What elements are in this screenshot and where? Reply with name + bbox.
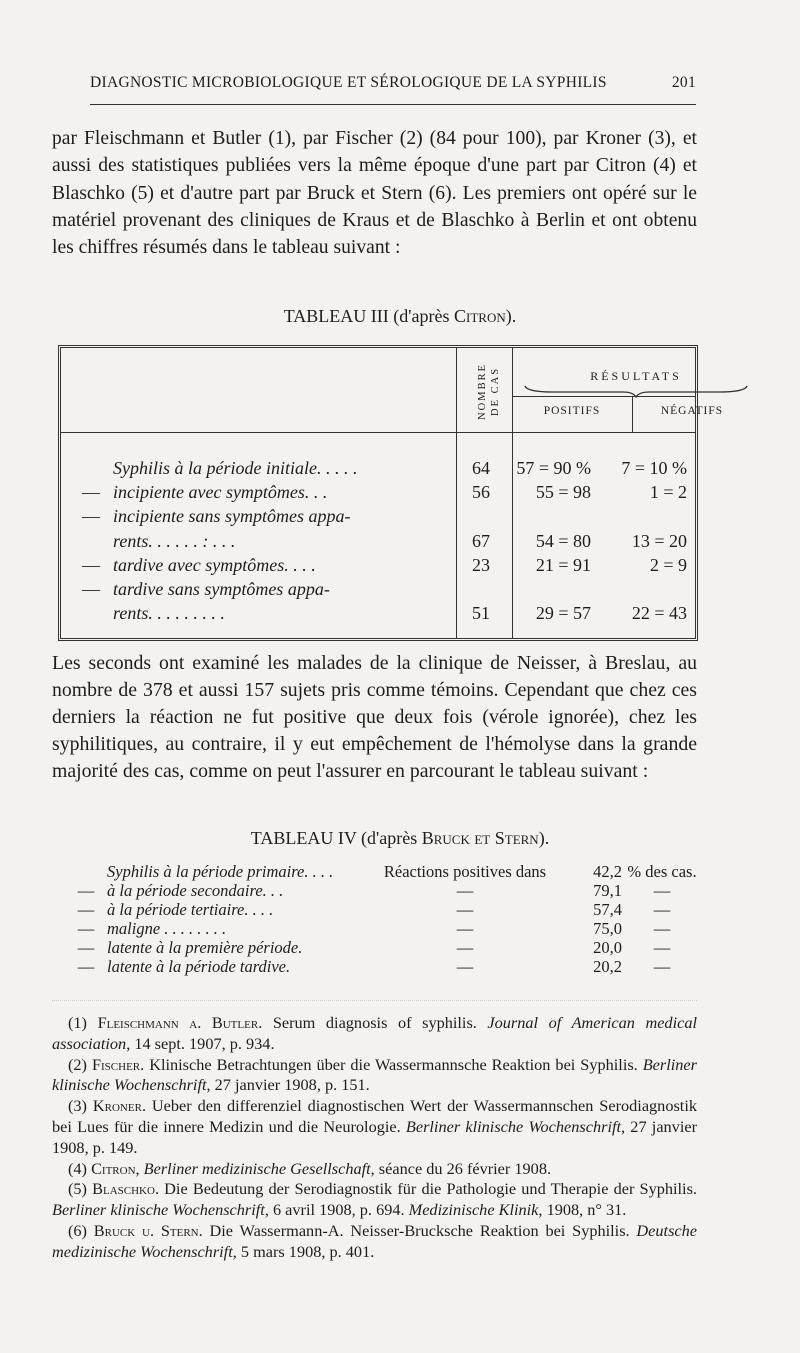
paragraph-1: par Fleischmann et Butler (1), par Fischer (2) (84 pour 100), par Kroner (3), et aussi des statistiques publiées vers la même époque d'une part par Citron (4) et Blaschko (5) et d'autre part par Bruck et Stern (6). Les premiers ont opéré sur le matériel provenant des cliniques de Kraus et de Blaschko à Berlin et ont obtenu les chiffres résumés dans le tableau suivant : [52,128,697,259]
footnote-number: (3) [68,1096,93,1116]
row-negative: 7 = 10 % [621,458,687,478]
row-value: 20,0 [593,938,622,957]
brace-icon [523,384,749,398]
paragraph-2: Les seconds ont examiné les malades de la clinique de Neisser, à Breslau, au nombre de 378 et aussi 157 sujets pris comme témoins. Cependant que chez ces derniers la réaction ne fut positive que deux fois (vérole ignorée), chez les syphilitiques, au contraire, il y eut empêchement de l'hémolyse dans la grande majorité des cas, comme on peut l'assurer en parcourant le tableau suivant : [52,652,697,782]
footnote-ref: , 1908, n° 31. [538,1200,627,1220]
footnote-ref: , 5 mars 1908, p. 401. [232,1241,375,1261]
row-label [69,553,316,577]
table-4-row [65,938,705,957]
footnote-authors: Fleischmann a. Butler [97,1013,259,1032]
footnote-journal: Berliner klinische Wochenschrift [52,1200,265,1220]
row-count: 23 [472,555,490,575]
row-negative: 1 = 2 [649,482,687,502]
row-label-text: incipiente sans symptômes appa- [113,506,351,526]
row-dash: — [82,555,100,575]
table-4-row [65,957,705,976]
row-unit: — [653,957,671,976]
footnote-3 [52,1096,697,1158]
row-dash: — [77,957,95,976]
table-4-row [65,919,705,938]
row-label [65,919,226,938]
row-count: 51 [472,603,490,623]
row-label-text: tardive avec symptômes. . . . [113,555,316,575]
row-label [69,601,225,625]
footnote-ref: , séance du 26 février 1908. [370,1158,552,1178]
footnote-ref: , 14 sept. 1907, p. 934. [126,1033,275,1053]
footnote-1 [52,1013,697,1055]
row-label-text: incipiente avec symptômes. . . [113,482,328,502]
footnote-journal: Medizinische Klinik [408,1200,539,1220]
row-label-text: rents. . . . . . : . . . [113,531,236,551]
footnote-journal: Deutsche medizinische Wochenschrift [52,1220,697,1261]
footnote-rule [52,1000,697,1001]
footnote-number: (1) [68,1013,98,1032]
row-label [69,456,357,480]
row-value: 79,1 [593,881,622,900]
row-label [69,577,330,601]
row-value: 75,0 [593,919,622,938]
table-4-title-suffix: ). [538,828,550,848]
row-count: 56 [472,482,490,502]
row-middle: — [456,881,474,900]
row-count: 64 [472,458,490,478]
row-positive: 57 = 90 % [516,458,591,478]
footnote-authors: Fischer [91,1054,141,1074]
footnote-2 [52,1055,697,1097]
table-3-count-header-label: NOMBRE DE CAS [477,362,501,420]
row-positive: 54 = 80 [535,531,591,551]
table-3-row [61,456,695,480]
table-3-results-header: RÉSULTATS [590,369,682,383]
row-value: 20,2 [593,957,622,976]
row-positive: 21 = 91 [535,555,591,575]
row-unit: % des cas. [627,862,697,881]
footnote-number: (2) [68,1054,92,1074]
table-3-row [61,601,695,625]
table-3-title-prefix: TABLEAU III (d'après [283,306,454,326]
table-3-row [61,577,695,601]
row-dash: — [82,482,100,502]
row-value: 42,2 [593,862,622,881]
footnote-6 [52,1221,697,1263]
table-4-title [0,828,800,849]
row-label [69,504,350,528]
row-middle: — [456,900,474,919]
row-label-text: à la période secondaire. . . [107,881,284,900]
row-label-text: Syphilis à la période initiale. . . . . [113,458,358,478]
footnote-journal: Journal of American medical association [52,1013,697,1053]
row-middle: — [456,938,474,957]
row-positive: 29 = 57 [535,603,591,623]
row-label-text: latente à la première période. [107,938,303,957]
table-4-row [65,900,705,919]
footnote-number: (6) [68,1220,94,1240]
row-label-text: Syphilis à la période primaire. . . . [107,862,334,881]
row-middle: — [456,919,474,938]
footnote-journal: Berliner klinische Wochenschrift [405,1116,622,1136]
row-value: 57,4 [593,900,622,919]
footnote-4 [52,1159,697,1180]
header-rule [90,104,696,105]
footnote-text: . Ueber den differenziel diagnostischen Wert der Wassermannschen Serodiagnostik bei Lues für die innere Medizin und die Neurologie. [52,1096,697,1136]
row-label-text: à la période tertiaire. . . . [107,900,274,919]
table-3-row [61,480,695,504]
table-3-positive-header: POSITIFS [543,405,601,417]
row-dash: — [77,900,95,919]
row-label [65,881,283,900]
table-3-title-suffix: ). [505,306,517,326]
row-dash: — [77,881,95,900]
row-label [69,480,327,504]
row-label-text: latente à la période tardive. [107,957,291,976]
running-head [90,74,696,92]
table-3-row [61,504,695,528]
footnote-text: . Die Bedeutung der Serodiagnostik für die Pathologie und Therapie der Syphilis. [154,1179,697,1199]
row-dash: — [82,506,100,526]
row-unit: — [653,881,671,900]
table-4-row [65,881,705,900]
row-label [69,529,235,553]
table-3 [58,345,724,641]
footnote-authors: Bruck u. Stern [93,1220,199,1240]
footnote-text: . Die Wassermann-A. Neisser-Brucksche Reaktion bei Syphilis. [198,1220,637,1240]
row-negative: 22 = 43 [631,603,687,623]
table-3-row [61,529,695,553]
row-label [65,957,290,976]
footnote-number: (4) [68,1158,92,1178]
footnote-authors: Blaschko [92,1179,155,1199]
footnote-number: (5) [68,1179,93,1199]
table-3-header-rule [61,432,695,433]
row-unit: — [653,919,671,938]
row-label [65,862,333,881]
footnote-ref: , 27 janvier 1908, p. 151. [206,1075,370,1095]
row-label [65,900,273,919]
row-unit: — [653,938,671,957]
table-4-row [65,862,705,881]
footnote-text: . Serum diagnosis of syphilis. [258,1013,488,1032]
row-label-text: rents. . . . . . . . . [113,603,225,623]
row-unit: — [653,900,671,919]
table-3-count-header [467,354,511,428]
row-middle: Réactions positives dans [383,862,547,881]
table-3-row [61,553,695,577]
footnote-text: , [135,1158,144,1178]
footnote-authors: Citron [91,1158,136,1178]
table-4-title-author: Bruck et Stern [421,828,539,848]
footnote-5 [52,1179,697,1221]
row-dash: — [77,919,95,938]
footnotes [52,1013,697,1263]
footnote-text: . Klinische Betrachtungen über die Wassermannsche Reaktion bei Syphilis. [140,1054,643,1074]
row-count: 67 [472,531,490,551]
row-dash: — [77,938,95,957]
table-3-negative-header: NÉGATIFS [660,405,724,417]
row-label-text: maligne . . . . . . . . [107,919,227,938]
footnote-ref: , 27 janvier 1908, p. 149. [52,1116,697,1157]
table-3-title [0,306,800,327]
table-4 [65,862,705,976]
row-negative: 2 = 9 [649,555,687,575]
footnote-journal: Berliner medizinische Gesellschaft [143,1158,371,1178]
table-4-title-prefix: TABLEAU IV (d'après [250,828,422,848]
page-number: 201 [671,74,696,91]
row-middle: — [456,957,474,976]
running-title: DIAGNOSTIC MICROBIOLOGIQUE ET SÉROLOGIQUE DE LA SYPHILIS [90,74,607,91]
row-positive: 55 = 98 [535,482,591,502]
footnote-authors: Kroner [92,1096,142,1116]
row-negative: 13 = 20 [631,531,687,551]
footnote-journal: Berliner klinische Wochenschrift [52,1054,697,1095]
row-dash: — [82,579,100,599]
row-label [65,938,302,957]
table-3-title-author: Citron [454,306,506,326]
footnote-ref: , 6 avril 1908, p. 694. [264,1200,409,1220]
row-label-text: tardive sans symptômes appa- [113,579,330,599]
